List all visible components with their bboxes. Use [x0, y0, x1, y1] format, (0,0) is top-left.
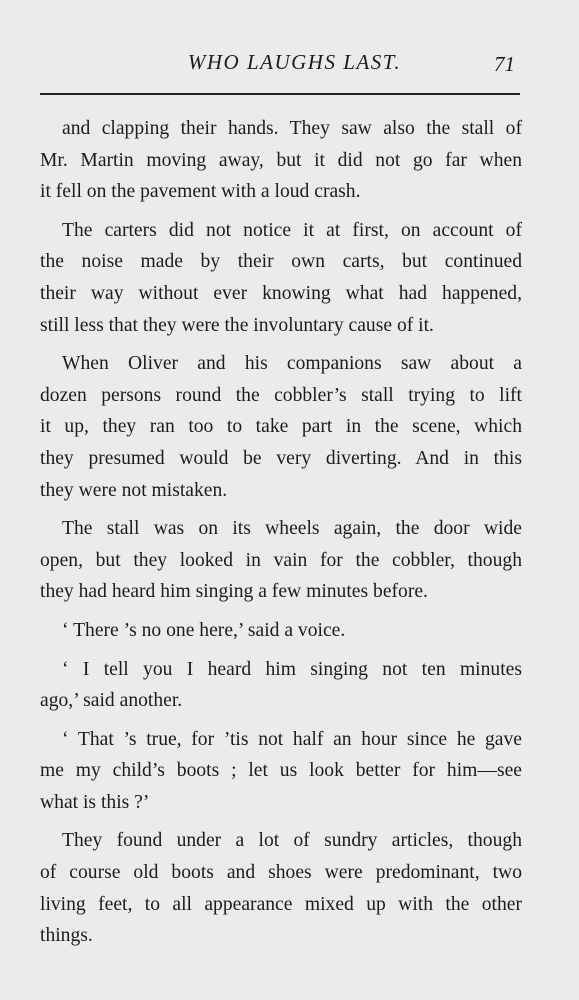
text-line: When Oliver and his companions saw about a: [62, 353, 522, 375]
text-line: living feet, to all appearance mixed up with the other: [40, 893, 522, 915]
paragraph-gap: [40, 818, 522, 825]
page-header: [0, 50, 579, 86]
paragraph-gap: [40, 608, 522, 615]
paragraph: [40, 615, 522, 647]
text-line: The stall was on its wheels again, the door wide: [62, 518, 522, 540]
paragraph-gap: [40, 717, 522, 724]
text-line: The carters did not notice it at first, on account of: [62, 219, 522, 241]
paragraph-gap: [40, 506, 522, 513]
paragraph-gap: [40, 647, 522, 654]
text-line: it fell on the pavement with a loud crash.: [40, 181, 361, 203]
text-line: They found under a lot of sundry articles, though: [62, 830, 522, 852]
page-number: 71: [494, 52, 515, 76]
text-line: still less that they were the involuntary cause of it.: [40, 314, 434, 336]
paragraph: [40, 513, 522, 608]
paragraph: [40, 825, 522, 951]
text-line: dozen persons round the cobbler’s stall trying to lift: [40, 384, 522, 406]
running-title: WHO LAUGHS LAST.: [187, 50, 402, 74]
text-line: of course old boots and shoes were predominant, two: [40, 862, 522, 884]
text-line: Mr. Martin moving away, but it did not go far when: [40, 149, 522, 171]
text-line: ‘ There ’s no one here,’ said a voice.: [62, 619, 346, 641]
text-line: they had heard him singing a few minutes before.: [40, 581, 428, 603]
body-text: [40, 113, 522, 952]
paragraph: [40, 348, 522, 506]
text-line: the noise made by their own carts, but continued: [40, 251, 522, 273]
text-line: ‘ That ’s true, for ’tis not half an hour since he gave: [62, 728, 522, 750]
text-line: ‘ I tell you I heard him singing not ten minutes: [62, 658, 522, 680]
paragraph: [40, 724, 522, 819]
paragraph: [40, 113, 522, 208]
text-line: ago,’ said another.: [40, 690, 183, 712]
text-line: it up, they ran too to take part in the scene, which: [40, 416, 522, 438]
text-line: open, but they looked in vain for the cobbler, though: [40, 549, 522, 571]
text-line: and clapping their hands. They saw also the stall of: [62, 118, 522, 139]
paragraph: [40, 654, 522, 717]
text-line: things.: [40, 925, 93, 947]
text-line: they were not mistaken.: [40, 479, 228, 501]
text-line: their way without ever knowing what had happened,: [40, 282, 522, 304]
header-rule: [40, 93, 520, 95]
paragraph-gap: [40, 208, 522, 215]
text-line: me my child’s boots ; let us look better for him—see: [40, 760, 522, 782]
paragraph: [40, 215, 522, 341]
paragraph-gap: [40, 341, 522, 348]
text-line: they presumed would be very diverting. And in this: [40, 447, 522, 469]
text-line: what is this ?’: [40, 791, 150, 813]
